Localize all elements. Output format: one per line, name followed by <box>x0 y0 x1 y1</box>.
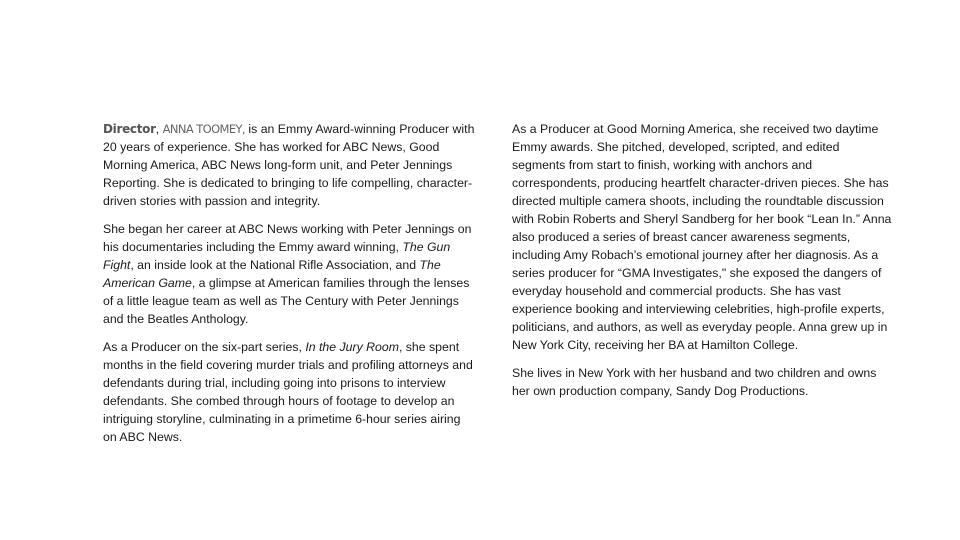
text: As a Producer on the six-part series, <box>103 340 306 354</box>
right-column <box>512 120 892 410</box>
title-the-gun-fight: The Gun Fight <box>103 240 451 272</box>
person-name: ANNA TOOMEY, <box>162 122 245 136</box>
career-paragraph <box>103 220 475 328</box>
personal-paragraph: She lives in New York with her husband and two children and owns her own production company, Sandy Dog Productions. <box>512 366 877 398</box>
text: , she spent months in the field covering murder trials and profiling attorneys and defendants during trial, including going into prisons to interview defendants. She combed through hours of footage to develop an intriguing storyline, culminating in a primetime 6-hour series airing on ABC News. <box>103 340 473 444</box>
role-label: Director <box>103 122 156 136</box>
gma-paragraph: As a Producer at Good Morning America, she received two daytime Emmy awards. She pitched, developed, scripted, and edited segments from start to finish, working with anchors and correspondents, producing heartfelt character-driven pieces. She has directed multiple camera shoots, including the roundtable discussion with Robin Roberts and Sheryl Sandberg for her book “Lean In.” Anna also produced a series of breast cancer awareness segments, including Amy Robach’s emotional journey after her diagnosis. As a series producer for “GMA Investigates," she exposed the dangers of everyday household and commercial products. She has vast experience booking and interviewing celebrities, high-profile experts, politicians, and authors, as well as everyday people. Anna grew up in New York City, receiving her BA at Hamilton College. <box>512 122 892 352</box>
text: She began her career at ABC News working with Peter Jennings on his documentaries including the Emmy award winning, <box>103 222 472 254</box>
title-in-the-jury-room: In the Jury Room <box>305 340 399 354</box>
bio-intro-paragraph <box>103 120 475 210</box>
separator: , <box>155 122 163 136</box>
intro-text: is an Emmy Award-winning Producer with 20 years of experience. She has worked for ABC News, Good Morning America, ABC News long-form unit, and Peter Jennings Reporting. She is dedicated to bringing to life compelling, character-driven stories with passion and integrity. <box>103 122 475 208</box>
title-the-american-game: The American Game <box>103 258 441 290</box>
text: , a glimpse at American families through the lenses of a little league team as well as The Century with Peter Jennings and the Beatles Anthology. <box>103 276 470 326</box>
jury-room-paragraph <box>103 338 475 446</box>
left-column <box>103 120 475 456</box>
text: , an inside look at the National Rifle Association, and <box>130 258 420 272</box>
